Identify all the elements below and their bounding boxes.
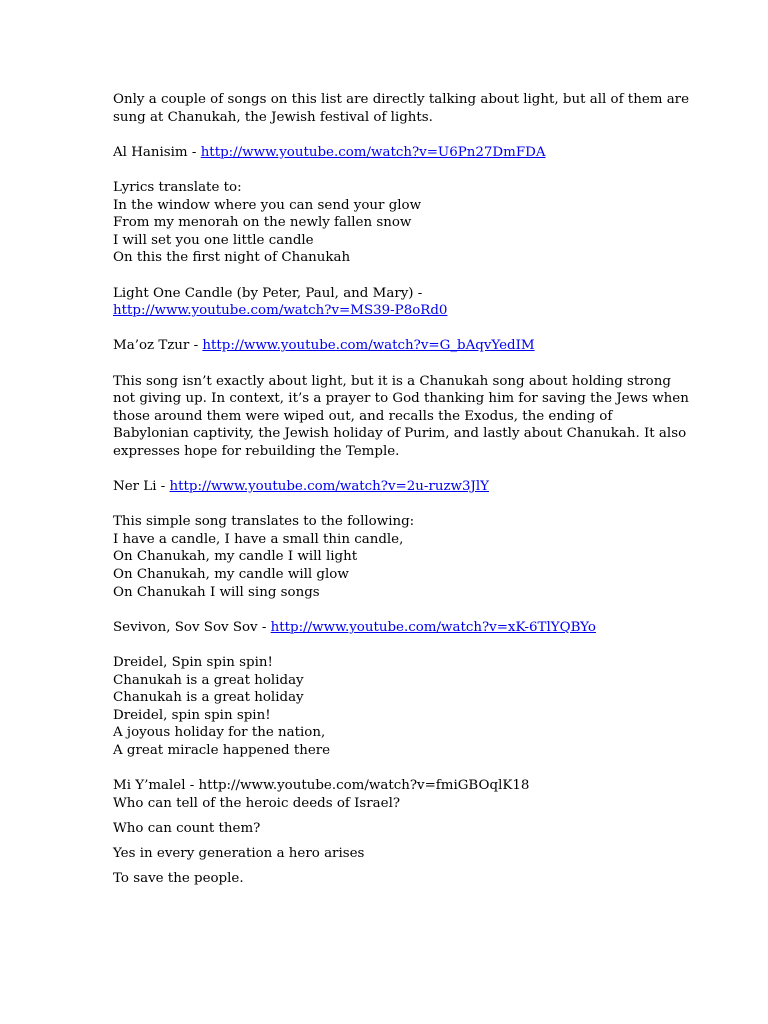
song-link-maoz-tzur[interactable]: http://www.youtube.com/watch?v=G_bAqvYedIM bbox=[202, 338, 535, 354]
description-line: This song isn’t exactly about light, but it is a Chanukah song about holding strong bbox=[113, 373, 671, 389]
lyric-line: I will set you one little candle bbox=[113, 232, 314, 248]
lyric-line: On this the first night of Chanukah bbox=[113, 250, 351, 266]
lyric-line: Who can count them? bbox=[113, 820, 261, 836]
song-title: Light One Candle (by Peter, Paul, and Mary) - bbox=[113, 285, 423, 301]
lyric-line: Who can tell of the heroic deeds of Israel? bbox=[113, 795, 401, 811]
lyric-line: On Chanukah, my candle I will light bbox=[113, 549, 358, 565]
intro-line: sung at Chanukah, the Jewish festival of lights. bbox=[113, 109, 433, 125]
song-title: Ma’oz Tzur - bbox=[113, 338, 199, 354]
lyric-line: In the window where you can send your glow bbox=[113, 197, 422, 213]
song-link-sevivon[interactable]: http://www.youtube.com/watch?v=xK-6TlYQBYo bbox=[270, 619, 596, 635]
lyric-line: Dreidel, spin spin spin! bbox=[113, 707, 271, 723]
song-heading-ner-li bbox=[113, 478, 673, 496]
document-page bbox=[113, 91, 690, 888]
lyric-line: A joyous holiday for the nation, bbox=[113, 725, 326, 741]
lyric-line: Lyrics translate to: bbox=[113, 179, 242, 195]
song-link-light-one-candle[interactable]: http://www.youtube.com/watch?v=MS39-P8oRd0 bbox=[113, 303, 448, 319]
description-line: expresses hope for rebuilding the Temple. bbox=[113, 443, 400, 459]
song-heading-mi-ymalel: Mi Y’malel - http://www.youtube.com/watch?v=fmiGBOqlK18 bbox=[113, 778, 530, 794]
description-line: those around them were wiped out, and recalls the Exodus, the ending of bbox=[113, 408, 613, 424]
song-title: Al Hanisim - bbox=[113, 144, 197, 160]
lyric-line: To save the people. bbox=[113, 871, 244, 887]
lyric-line: Chanukah is a great holiday bbox=[113, 672, 304, 688]
song-link-ner-li[interactable]: http://www.youtube.com/watch?v=2u-ruzw3JlY bbox=[169, 479, 489, 495]
song-heading-sevivon bbox=[113, 619, 673, 637]
lyric-line: Chanukah is a great holiday bbox=[113, 690, 304, 706]
song-heading-al-hanisim bbox=[113, 144, 673, 162]
lyric-line: Dreidel, Spin spin spin! bbox=[113, 655, 273, 670]
song-title: Ner Li - bbox=[113, 479, 166, 495]
lyric-line: Yes in every generation a hero arises bbox=[113, 845, 365, 861]
lyric-line: On Chanukah I will sing songs bbox=[113, 584, 320, 600]
description-line: not giving up. In context, it’s a prayer to God thanking him for saving the Jews when bbox=[113, 391, 689, 407]
lyric-line: I have a candle, I have a small thin candle, bbox=[113, 531, 404, 547]
lyric-line: From my menorah on the newly fallen snow bbox=[113, 215, 412, 231]
song-title: Sevivon, Sov Sov Sov - bbox=[113, 619, 267, 635]
song-link-al-hanisim[interactable]: http://www.youtube.com/watch?v=U6Pn27DmFDA bbox=[200, 144, 546, 160]
song-heading-maoz-tzur bbox=[113, 337, 673, 355]
lyric-line: This simple song translates to the following: bbox=[113, 514, 415, 530]
lyric-line: A great miracle happened there bbox=[113, 742, 331, 758]
lyric-line: On Chanukah, my candle will glow bbox=[113, 567, 349, 583]
song-heading-light-one-candle bbox=[113, 302, 673, 320]
intro-line: Only a couple of songs on this list are directly talking about light, but all of them are bbox=[113, 92, 690, 107]
description-line: Babylonian captivity, the Jewish holiday of Purim, and lastly about Chanukah. It also bbox=[113, 426, 687, 442]
